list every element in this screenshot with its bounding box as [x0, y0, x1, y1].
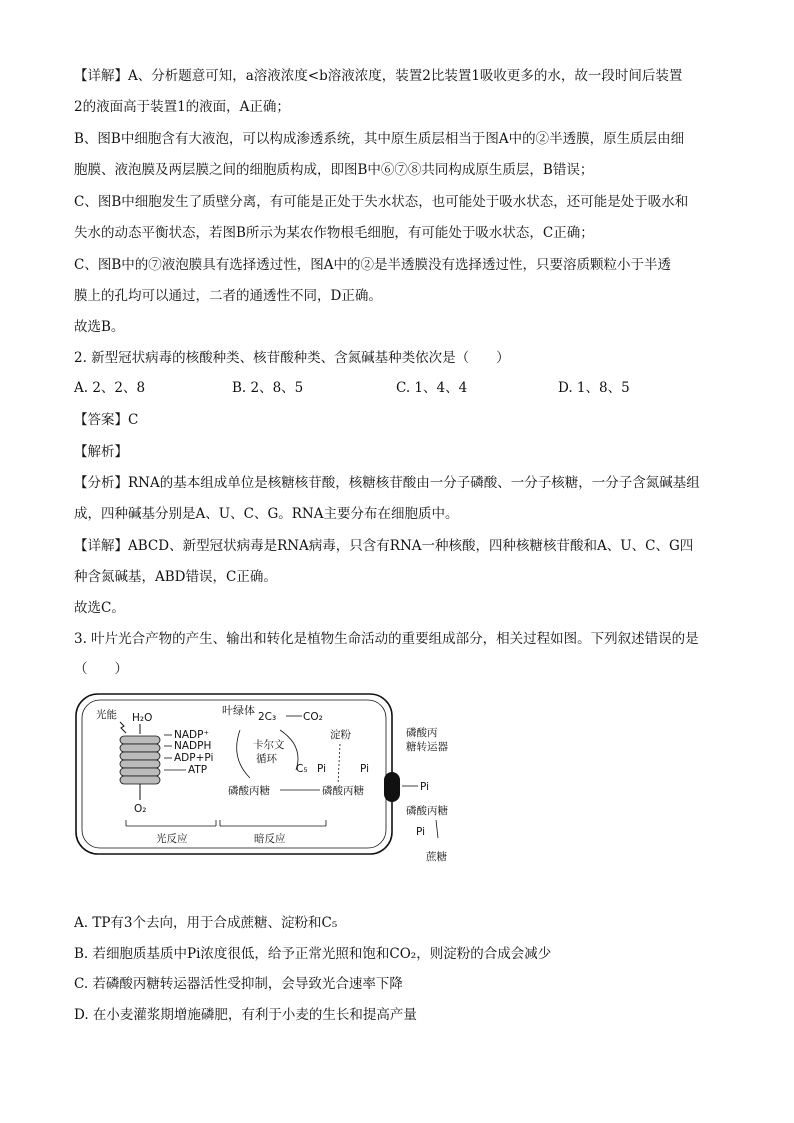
q2-conclusion: 故选C。	[74, 600, 125, 616]
label-light: 光能	[96, 709, 117, 721]
q2-analysis-title: 【解析】	[74, 444, 128, 460]
label-pi-membrane: Pi	[360, 763, 370, 775]
label-dark-reaction: 暗反应	[254, 833, 286, 845]
q2-fenxi-line-1: 【分析】RNA的基本组成单位是核糖核苷酸，核糖核苷酸由一分子磷酸、一分子核糖，一分子含氮碱基组	[74, 475, 700, 491]
q3-option-b: B. 若细胞质基质中Pi浓度很低，给予正常光照和饱和CO₂，则淀粉的合成会减少	[74, 946, 552, 962]
detail-line-3: B、图B中细胞含有大液泡，可以构成渗透系统，其中原生质层相当于图A中的②半透膜，原生质层由细	[74, 131, 685, 147]
label-c5: C₅	[296, 763, 308, 775]
label-2c3: 2C₃	[258, 711, 277, 723]
detail-line-6: 失水的动态平衡状态，若图B所示为某农作物根毛细胞，有可能处于吸水状态，C正确；	[74, 225, 594, 241]
question-3-stem-line-1: 3. 叶片光合产物的产生、输出和转化是植物生命活动的重要组成部分，相关过程如图。下列叙述错误的是	[74, 631, 699, 647]
detail-line-5: C、图B中细胞发生了质壁分离，有可能是正处于失水状态，也可能处于吸水状态，还可能是处于吸水和	[74, 194, 689, 210]
detail-line-4: 胞膜、液泡膜及两层膜之间的细胞质构成，即图B中⑥⑦⑧共同构成原生质层，B错误；	[74, 162, 594, 178]
detail-line-8: 膜上的孔均可以通过，二者的通透性不同，D正确。	[74, 288, 382, 304]
label-triose-phosphate: 磷酸丙糖	[228, 785, 270, 797]
detail-line-7: C、图B中的⑦液泡膜具有选择透过性，图A中的②是半透膜没有选择透过性，只要溶质颗粒小于半透	[74, 257, 671, 273]
q3-option-d: D. 在小麦灌浆期增施磷肥，有利于小麦的生长和提高产量	[74, 1007, 417, 1023]
detail-conclusion: 故选B。	[74, 319, 125, 335]
q2-option-d: D. 1、8、5	[558, 380, 630, 396]
photosynthesis-diagram	[70, 688, 470, 888]
q3-option-a: A. TP有3个去向，用于合成蔗糖、淀粉和C₅	[74, 915, 338, 931]
label-atp: ATP	[188, 764, 208, 776]
label-h2o: H₂O	[132, 712, 153, 724]
detail-line-2: 2的液面高于装置1的液面，A正确；	[74, 99, 290, 115]
label-o2: O₂	[134, 803, 147, 815]
label-nadp: NADP⁺	[174, 729, 209, 741]
label-light-reaction: 光反应	[156, 833, 188, 845]
q2-fenxi-line-2: 成，四种碱基分别是A、U、C、G。RNA主要分布在细胞质中。	[74, 506, 459, 522]
light-zigzag-icon	[120, 722, 126, 733]
question-2-stem: 2. 新型冠状病毒的核酸种类、核苷酸种类、含氮碱基种类依次是（ ）	[74, 350, 510, 366]
label-co2: CO₂	[303, 711, 323, 723]
q2-option-c: C. 1、4、4	[396, 380, 468, 396]
label-triose-phosphate-out: 磷酸丙糖	[406, 805, 448, 817]
q2-xiangjie-line-1: 【详解】ABCD、新型冠状病毒是RNA病毒，只含有RNA一种核酸，四种核糖核苷酸和A、U、C、G四	[74, 538, 694, 554]
triose-phosphate-transporter	[384, 772, 400, 802]
label-adp: ADP+Pi	[174, 752, 214, 764]
label-transporter-2: 糖转运器	[406, 741, 448, 753]
thylakoid-stack	[120, 736, 160, 784]
label-calvin-1: 卡尔文	[253, 739, 285, 751]
label-chloroplast: 叶绿体	[222, 704, 255, 717]
label-transporter-1: 磷酸丙	[406, 727, 438, 739]
question-3-stem-line-2: （ ）	[74, 661, 128, 677]
label-triose-phosphate-2: 磷酸丙糖	[322, 785, 364, 797]
q2-option-b: B. 2、8、5	[232, 380, 304, 396]
label-starch: 淀粉	[330, 729, 351, 741]
q2-answer: 【答案】C	[74, 412, 139, 428]
label-pi-inner: Pi	[317, 763, 327, 775]
label-sucrose: 蔗糖	[426, 851, 447, 863]
label-nadph: NADPH	[174, 740, 212, 752]
q2-option-a: A. 2、2、8	[74, 380, 146, 396]
label-pi-outside: Pi	[420, 781, 430, 793]
detail-line-1: 【详解】A、分析题意可知，a溶液浓度<b溶液浓度，装置2比装置1吸收更多的水，故一段时间后装置	[74, 68, 683, 84]
label-pi-bottom: Pi	[416, 826, 426, 838]
q2-xiangjie-line-2: 种含氮碱基，ABD错误，C正确。	[74, 569, 277, 585]
q3-option-c: C. 若磷酸丙糖转运器活性受抑制，会导致光合速率下降	[74, 976, 403, 992]
label-calvin-2: 循环	[256, 753, 277, 765]
